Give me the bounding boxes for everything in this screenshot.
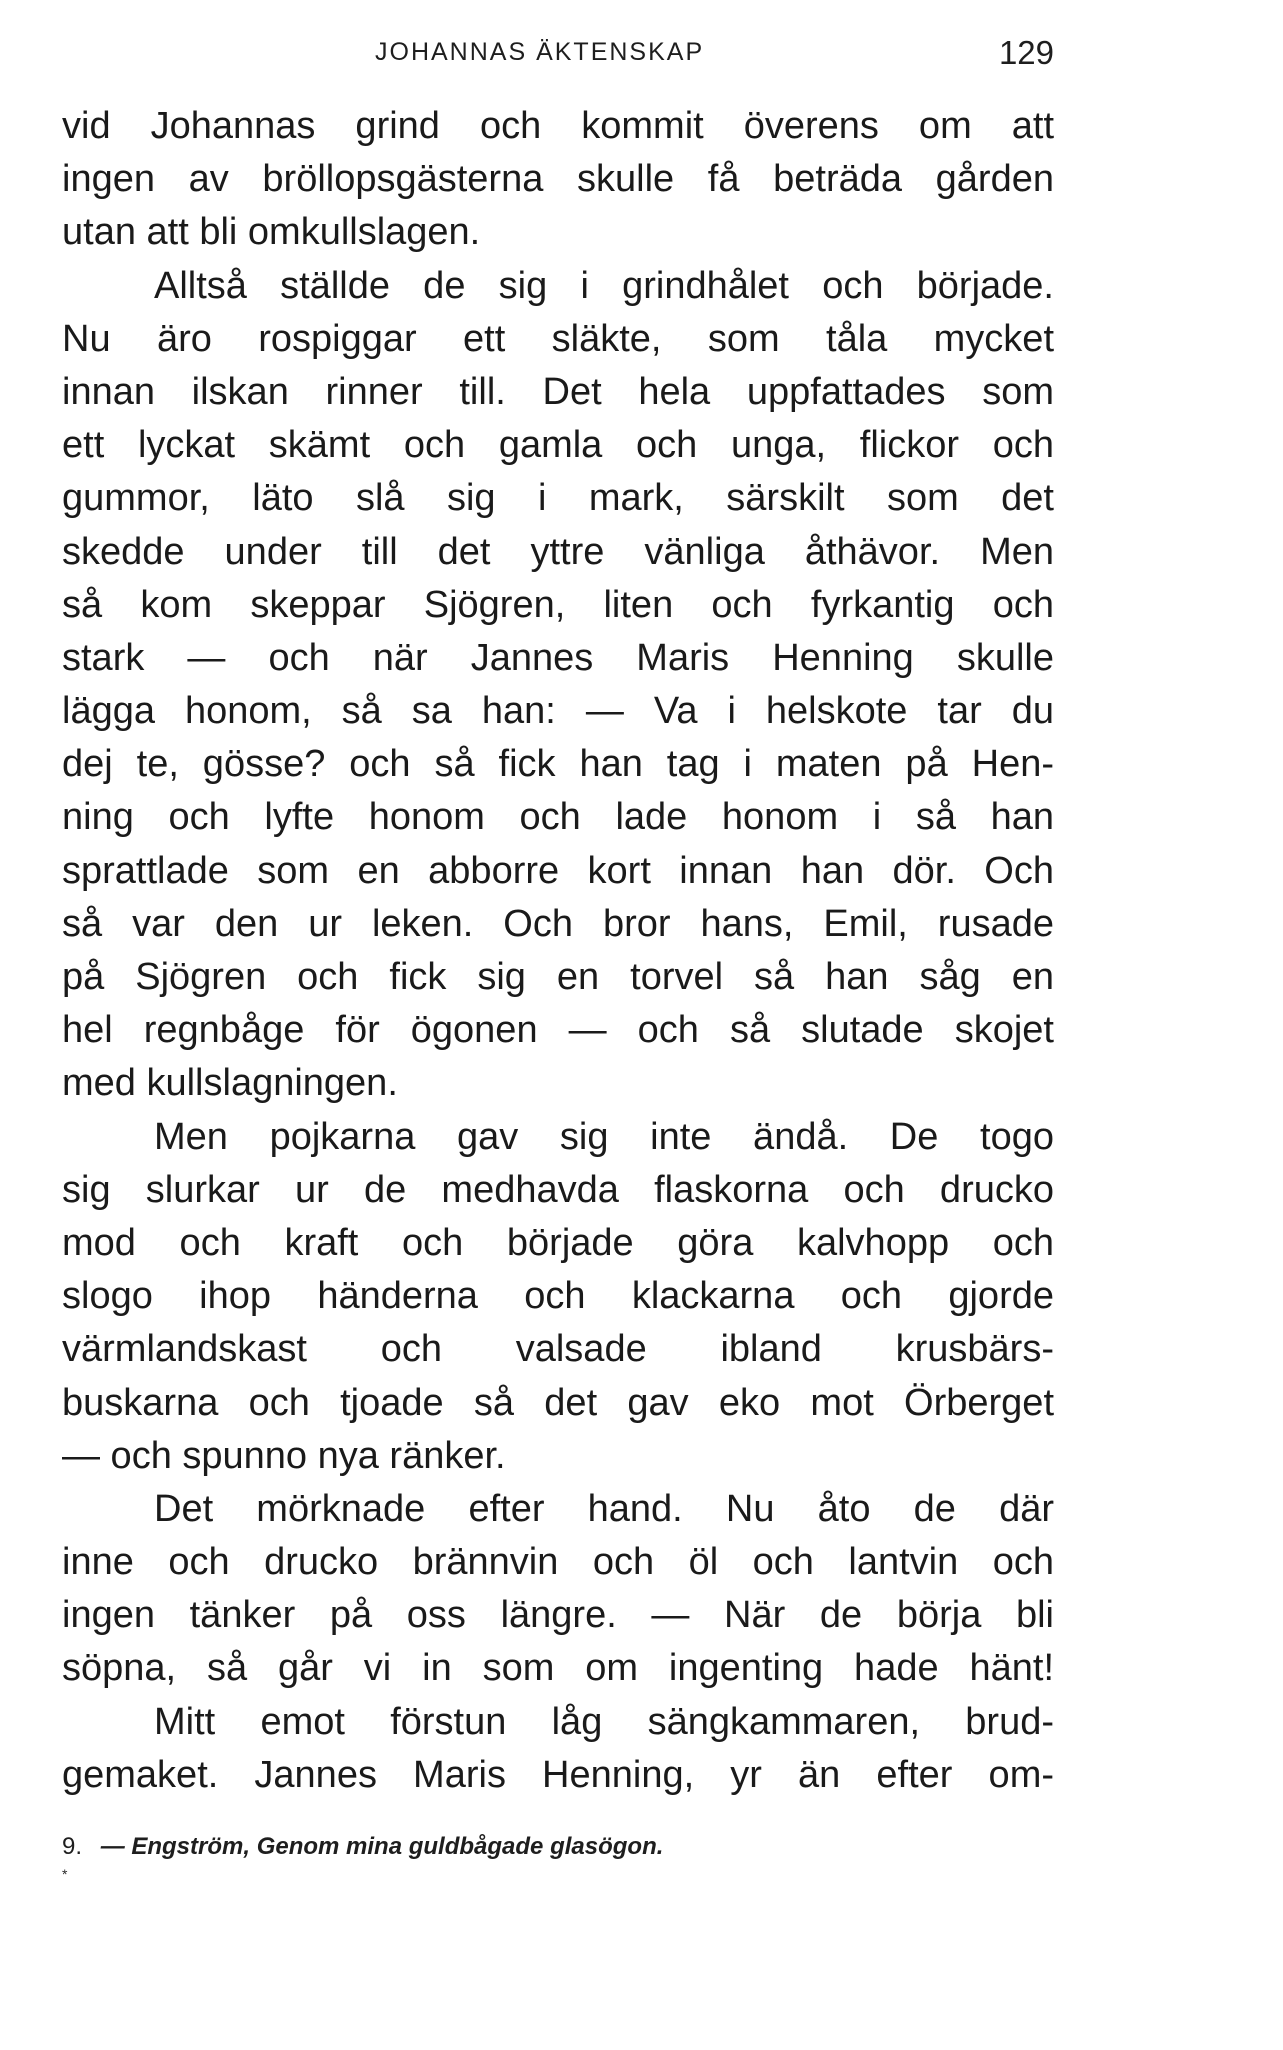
text-line: Men pojkarna gav sig inte ändå. De togo (154, 1115, 1054, 1158)
text-line: så kom skeppar Sjögren, liten och fyrkantig och (62, 583, 1054, 626)
footer-note (62, 1833, 663, 1861)
footer-citation: — Engström, Genom mina guldbågade glasögon. (100, 1833, 664, 1860)
text-line: så var den ur leken. Och bror hans, Emil, rusade (62, 902, 1054, 945)
text-line: sprattlade som en abborre kort innan han dör. Och (62, 849, 1054, 892)
page-number: 129 (998, 34, 1054, 71)
text-line: Alltså ställde de sig i grindhålet och började. (154, 264, 1054, 307)
text-line: med kullslagningen. (62, 1062, 398, 1105)
text-line: ett lyckat skämt och gamla och unga, flickor och (62, 424, 1054, 467)
text-line: ingen tänker på oss längre. — När de börja bli (62, 1594, 1054, 1637)
text-line: gemaket. Jannes Maris Henning, yr än efter om- (62, 1753, 1054, 1796)
footer-mark: * (62, 1866, 68, 1882)
signature-mark: 9. (62, 1833, 83, 1860)
text-line: Nu äro rospiggar ett släkte, som tåla mycket (62, 317, 1054, 360)
text-line: utan att bli omkullslagen. (62, 211, 481, 254)
text-line: skedde under till det yttre vänliga åthävor. Men (62, 530, 1054, 573)
running-title: JOHANNAS ÄKTENSKAP (375, 38, 705, 66)
text-line: inne och drucko brännvin och öl och lantvin och (62, 1541, 1054, 1584)
text-line: Det mörknade efter hand. Nu åto de där (154, 1487, 1054, 1530)
text-line: slogo ihop händerna och klackarna och gjorde (62, 1275, 1054, 1318)
text-line: sig slurkar ur de medhavda flaskorna och drucko (62, 1168, 1054, 1211)
text-line: buskarna och tjoade så det gav eko mot Örberget (62, 1381, 1054, 1424)
text-line: hel regnbåge för ögonen — och så slutade skojet (62, 1009, 1054, 1052)
text-line: — och spunno nya ränker. (62, 1434, 506, 1477)
text-line: ning och lyfte honom och lade honom i så han (62, 796, 1054, 839)
text-line: på Sjögren och fick sig en torvel så han såg en (62, 956, 1054, 998)
text-line: dej te, gösse? och så fick han tag i maten på Hen- (62, 743, 1054, 786)
text-line: värmlandskast och valsade ibland krusbärs- (62, 1328, 1054, 1371)
text-line: mod och kraft och började göra kalvhopp och (62, 1221, 1054, 1264)
text-line: vid Johannas grind och kommit överens om att (62, 105, 1054, 147)
text-line: ingen av bröllopsgästerna skulle få beträda gården (62, 158, 1054, 201)
text-line: innan ilskan rinner till. Det hela uppfattades som (62, 370, 1054, 413)
text-line: söpna, så går vi in som om ingenting hade hänt! (62, 1647, 1054, 1690)
text-line: gummor, läto slå sig i mark, särskilt som det (62, 477, 1054, 520)
text-line: stark — och när Jannes Maris Henning skulle (62, 636, 1054, 679)
text-line: Mitt emot förstun låg sängkammaren, brud- (154, 1700, 1054, 1743)
running-head (62, 34, 1062, 78)
text-line: lägga honom, så sa han: — Va i helskote tar du (62, 690, 1054, 733)
body-text (62, 100, 1054, 1802)
